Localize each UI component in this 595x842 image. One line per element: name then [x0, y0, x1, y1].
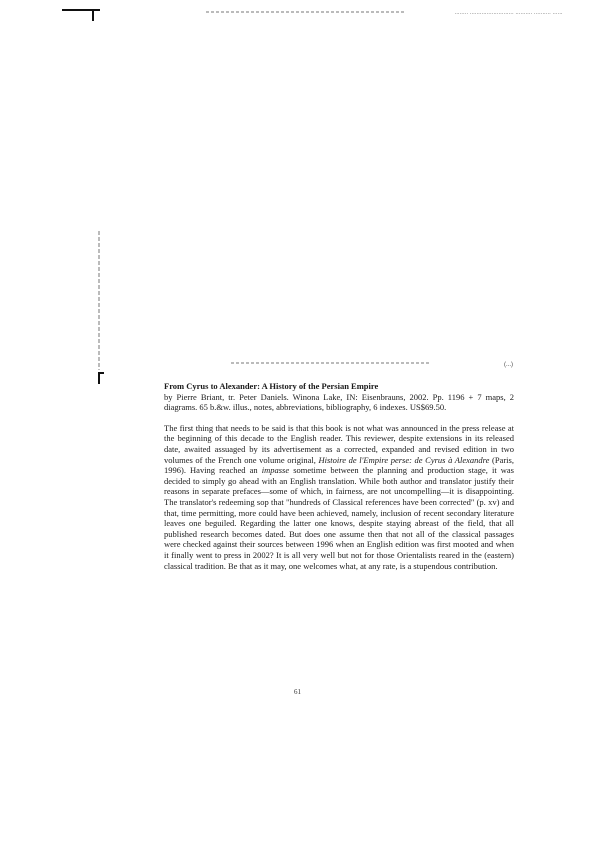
review-body-part-3: sometime between the planning and production stage, it was decided to simply go ahead with an English translation. While both author and translator justify their reasons in separate prefaces—some of which, in fairness, are not uncompelling—it is disappointing. The translator's redeeming sop that "hundreds of Classical references have been corrected" (p. xv) and that, time permitting, more could have been achieved, namely, inclusion of recent secondary literature leaves one beguiled. Regarding the latter one knows, despite staying abreast of the field, that all published research becomes dated. But does one assume then that not all of the classical passages were checked against their sources between 1996 when an English edition was first mooted and when it finally went to press in 2002? It is all very well but not for those Orientalists reared in the (eastern) classical tradition. Be that as it may, one welcomes what, at any rate, is a stupendous contribution.	[164, 465, 514, 571]
review-body-part-2: (Paris, 1996). Having reached an	[164, 454, 514, 476]
left-vertical-noise	[98, 230, 100, 370]
book-review	[164, 381, 514, 571]
section-mark: (...)	[504, 362, 513, 368]
review-italic-title: Histoire de l'Empire perse: de Cyrus à Alexandre	[318, 454, 490, 465]
review-body-part-1: The first thing that needs to be said is that this book is not what was announced in the press release at the beginning of this decade to the English reader. This reviewer, despite extensions in its released date, awaited assuaged by its advertisement as a corrected, expanded and revised edition in two volumes of the French one volume original,	[164, 422, 514, 465]
review-bibliographic-info: by Pierre Briant, tr. Peter Daniels. Winona Lake, IN: Eisenbrauns, 2002. Pp. 1196 + 7 maps, 2 diagrams. 65 b.&w. illus., notes, abbreviations, bibliography, 6 indexes. US$69.50.	[164, 391, 514, 413]
top-left-margin-rule	[62, 9, 100, 11]
page-number: 61	[294, 688, 301, 696]
review-title: From Cyrus to Alexander: A History of the Persian Empire	[164, 381, 379, 391]
top-left-margin-tick	[92, 9, 94, 21]
running-header: ........ .......................... .......... .......... ......	[454, 10, 563, 16]
mid-scan-noise	[230, 362, 430, 364]
review-body	[164, 423, 514, 571]
review-italic-word: impasse	[261, 465, 290, 476]
top-scan-noise	[205, 11, 405, 13]
left-margin-tick	[98, 372, 100, 384]
